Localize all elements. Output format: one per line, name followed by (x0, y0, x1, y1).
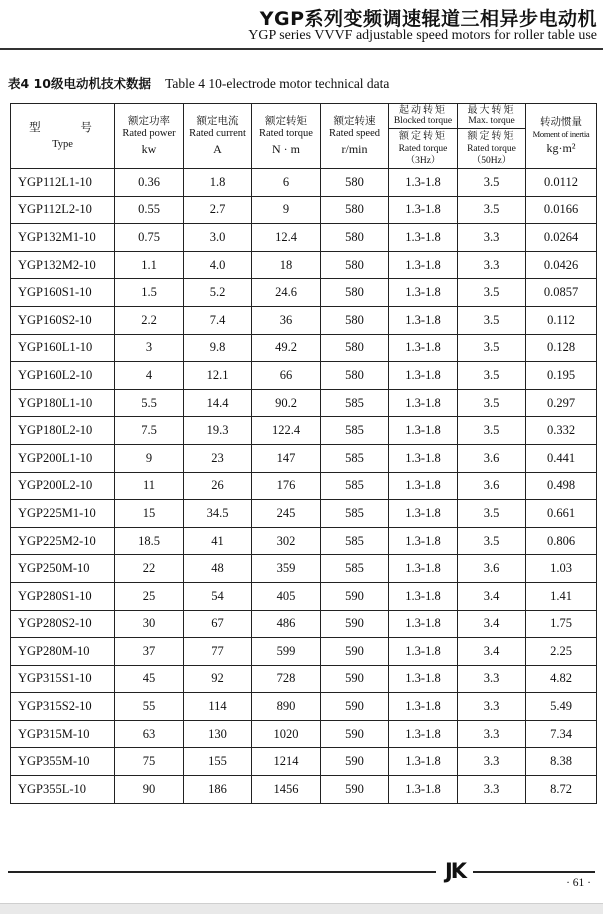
header-blocked-frequency: （3Hz） (405, 155, 441, 166)
footer-divider-left (8, 871, 436, 873)
cell-rated-speed: 590 (321, 720, 389, 748)
header-rated-torque-cn: 额定转矩 (265, 115, 307, 128)
cell-max-torque-ratio: 3.6 (458, 472, 526, 500)
cell-type: YGP200L1-10 (11, 444, 115, 472)
cell-rated-torque: 245 (252, 500, 321, 528)
cell-rated-current: 77 (184, 638, 252, 666)
page-header-title-en: YGP series VVVF adjustable speed motors for roller table use (248, 28, 597, 43)
cell-rated-power: 75 (115, 748, 184, 776)
cell-rated-torque: 728 (252, 665, 321, 693)
header-rated-current-unit: A (213, 142, 222, 157)
cell-blocked-torque-ratio: 1.3-1.8 (389, 224, 458, 252)
cell-rated-speed: 580 (321, 279, 389, 307)
cell-rated-power: 18.5 (115, 527, 184, 555)
cell-rated-current: 19.3 (184, 417, 252, 445)
cell-blocked-torque-ratio: 1.3-1.8 (389, 500, 458, 528)
cell-rated-power: 0.75 (115, 224, 184, 252)
table-caption (8, 74, 389, 92)
header-type-cn: 型 号 (29, 119, 110, 134)
table-row (11, 251, 597, 279)
cell-type: YGP250M-10 (11, 555, 115, 583)
cell-rated-speed: 580 (321, 362, 389, 390)
header-divider (0, 48, 603, 50)
cell-rated-current: 23 (184, 444, 252, 472)
cell-type: YGP180L2-10 (11, 417, 115, 445)
cell-blocked-torque-ratio: 1.3-1.8 (389, 610, 458, 638)
cell-type: YGP315M-10 (11, 720, 115, 748)
table-row (11, 196, 597, 224)
header-rated-power (115, 104, 184, 169)
cell-moment-of-inertia: 0.112 (526, 306, 597, 334)
cell-blocked-torque-ratio: 1.3-1.8 (389, 417, 458, 445)
cell-rated-torque: 359 (252, 555, 321, 583)
header-inertia-unit: kg·m² (546, 141, 576, 156)
table-body (11, 169, 597, 804)
table-row (11, 169, 597, 197)
cell-rated-power: 90 (115, 776, 184, 804)
cell-max-torque-ratio: 3.3 (458, 224, 526, 252)
cell-type: YGP280S2-10 (11, 610, 115, 638)
cell-max-torque-ratio: 3.5 (458, 500, 526, 528)
table-row (11, 693, 597, 721)
cell-rated-current: 9.8 (184, 334, 252, 362)
table-row (11, 362, 597, 390)
cell-blocked-torque-ratio: 1.3-1.8 (389, 334, 458, 362)
cell-rated-current: 41 (184, 527, 252, 555)
cell-type: YGP355M-10 (11, 748, 115, 776)
cell-max-torque-ratio: 3.5 (458, 169, 526, 197)
cell-type: YGP160L2-10 (11, 362, 115, 390)
cell-moment-of-inertia: 8.38 (526, 748, 597, 776)
cell-rated-power: 25 (115, 582, 184, 610)
table-row (11, 224, 597, 252)
cell-moment-of-inertia: 1.75 (526, 610, 597, 638)
cell-rated-power: 1.5 (115, 279, 184, 307)
header-max-rated-cn: 额定转矩 (467, 130, 516, 142)
table-row (11, 444, 597, 472)
cell-max-torque-ratio: 3.5 (458, 306, 526, 334)
cell-rated-speed: 590 (321, 582, 389, 610)
cell-moment-of-inertia: 0.128 (526, 334, 597, 362)
cell-rated-power: 45 (115, 665, 184, 693)
cell-type: YGP225M2-10 (11, 527, 115, 555)
cell-blocked-torque-ratio: 1.3-1.8 (389, 693, 458, 721)
cell-rated-torque: 599 (252, 638, 321, 666)
header-max-frequency: （50Hz） (471, 155, 512, 166)
table-row (11, 389, 597, 417)
cell-blocked-torque-ratio: 1.3-1.8 (389, 748, 458, 776)
cell-moment-of-inertia: 0.661 (526, 500, 597, 528)
cell-blocked-torque-ratio: 1.3-1.8 (389, 638, 458, 666)
cell-rated-current: 7.4 (184, 306, 252, 334)
table-header-row (11, 104, 597, 169)
cell-moment-of-inertia: 0.441 (526, 444, 597, 472)
cell-rated-power: 4 (115, 362, 184, 390)
cell-type: YGP112L1-10 (11, 169, 115, 197)
cell-rated-power: 0.55 (115, 196, 184, 224)
cell-rated-current: 114 (184, 693, 252, 721)
cell-max-torque-ratio: 3.5 (458, 196, 526, 224)
cell-max-torque-ratio: 3.6 (458, 555, 526, 583)
cell-blocked-torque-ratio: 1.3-1.8 (389, 196, 458, 224)
header-rated-current (184, 104, 252, 169)
table-row (11, 748, 597, 776)
cell-rated-speed: 585 (321, 444, 389, 472)
motor-data-table (10, 103, 597, 804)
header-inertia-cn: 转动惯量 (540, 116, 582, 129)
table-row (11, 334, 597, 362)
cell-max-torque-ratio: 3.5 (458, 417, 526, 445)
cell-rated-torque: 6 (252, 169, 321, 197)
table-row (11, 720, 597, 748)
header-blocked-torque-cn: 起动转矩 (399, 105, 447, 116)
page-bottom-band (0, 903, 603, 914)
cell-rated-speed: 590 (321, 776, 389, 804)
cell-rated-torque: 302 (252, 527, 321, 555)
cell-blocked-torque-ratio: 1.3-1.8 (389, 444, 458, 472)
cell-moment-of-inertia: 4.82 (526, 665, 597, 693)
footer-divider-right (473, 871, 595, 873)
header-rated-speed-cn: 额定转速 (333, 115, 376, 128)
cell-rated-power: 3 (115, 334, 184, 362)
table-row (11, 582, 597, 610)
cell-rated-current: 92 (184, 665, 252, 693)
cell-rated-power: 63 (115, 720, 184, 748)
table-caption-en: Table 4 10-electrode motor technical data (165, 76, 390, 91)
cell-rated-current: 34.5 (184, 500, 252, 528)
cell-rated-speed: 580 (321, 251, 389, 279)
header-type-en: Type (52, 138, 73, 150)
jk-logo: JK (444, 859, 466, 883)
cell-rated-speed: 590 (321, 693, 389, 721)
table-row (11, 279, 597, 307)
cell-moment-of-inertia: 8.72 (526, 776, 597, 804)
cell-max-torque-ratio: 3.5 (458, 362, 526, 390)
cell-rated-speed: 580 (321, 169, 389, 197)
cell-rated-power: 22 (115, 555, 184, 583)
page-number: · 61 · (566, 877, 591, 889)
cell-rated-power: 11 (115, 472, 184, 500)
cell-rated-torque: 405 (252, 582, 321, 610)
cell-type: YGP180L1-10 (11, 389, 115, 417)
cell-rated-torque: 90.2 (252, 389, 321, 417)
cell-max-torque-ratio: 3.4 (458, 610, 526, 638)
cell-moment-of-inertia: 0.0112 (526, 169, 597, 197)
cell-max-torque-ratio: 3.3 (458, 720, 526, 748)
cell-rated-speed: 585 (321, 472, 389, 500)
cell-rated-speed: 580 (321, 224, 389, 252)
cell-type: YGP200L2-10 (11, 472, 115, 500)
cell-moment-of-inertia: 0.332 (526, 417, 597, 445)
cell-moment-of-inertia: 7.34 (526, 720, 597, 748)
cell-type: YGP132M1-10 (11, 224, 115, 252)
cell-moment-of-inertia: 0.0426 (526, 251, 597, 279)
cell-rated-speed: 580 (321, 306, 389, 334)
cell-rated-speed: 590 (321, 610, 389, 638)
header-rated-speed (321, 104, 389, 169)
table-row (11, 306, 597, 334)
cell-rated-current: 130 (184, 720, 252, 748)
cell-blocked-torque-ratio: 1.3-1.8 (389, 251, 458, 279)
header-rated-power-unit: kw (141, 142, 157, 157)
header-moment-of-inertia (526, 104, 597, 169)
cell-type: YGP355L-10 (11, 776, 115, 804)
cell-rated-current: 4.0 (184, 251, 252, 279)
cell-rated-speed: 590 (321, 665, 389, 693)
table-row (11, 638, 597, 666)
cell-blocked-torque-ratio: 1.3-1.8 (389, 527, 458, 555)
header-max-torque-cn: 最大转矩 (467, 105, 516, 116)
cell-rated-power: 15 (115, 500, 184, 528)
cell-moment-of-inertia: 0.0857 (526, 279, 597, 307)
cell-rated-torque: 1456 (252, 776, 321, 804)
cell-rated-torque: 18 (252, 251, 321, 279)
cell-max-torque-ratio: 3.3 (458, 748, 526, 776)
cell-rated-speed: 585 (321, 527, 389, 555)
header-max-torque-en: Max. torque (468, 116, 515, 126)
cell-moment-of-inertia: 2.25 (526, 638, 597, 666)
cell-rated-torque: 66 (252, 362, 321, 390)
cell-rated-speed: 590 (321, 748, 389, 776)
cell-type: YGP132M2-10 (11, 251, 115, 279)
cell-rated-power: 0.36 (115, 169, 184, 197)
header-rated-torque (252, 104, 321, 169)
cell-rated-speed: 590 (321, 638, 389, 666)
cell-moment-of-inertia: 0.297 (526, 389, 597, 417)
table-row (11, 472, 597, 500)
cell-rated-current: 14.4 (184, 389, 252, 417)
cell-rated-current: 67 (184, 610, 252, 638)
header-rated-torque-unit: N · m (272, 142, 300, 157)
cell-rated-current: 12.1 (184, 362, 252, 390)
cell-max-torque-ratio: 3.5 (458, 527, 526, 555)
cell-blocked-torque-ratio: 1.3-1.8 (389, 472, 458, 500)
header-rated-current-cn: 额定电流 (196, 115, 239, 128)
cell-rated-current: 1.8 (184, 169, 252, 197)
cell-moment-of-inertia: 1.41 (526, 582, 597, 610)
cell-rated-torque: 176 (252, 472, 321, 500)
cell-blocked-torque-ratio: 1.3-1.8 (389, 389, 458, 417)
cell-type: YGP225M1-10 (11, 500, 115, 528)
table-row (11, 417, 597, 445)
header-blocked-torque-en: Blocked torque (393, 116, 453, 126)
cell-type: YGP160S1-10 (11, 279, 115, 307)
cell-rated-current: 3.0 (184, 224, 252, 252)
cell-rated-torque: 1020 (252, 720, 321, 748)
cell-rated-torque: 49.2 (252, 334, 321, 362)
cell-blocked-torque-ratio: 1.3-1.8 (389, 362, 458, 390)
cell-moment-of-inertia: 0.806 (526, 527, 597, 555)
header-blocked-torque-ratio (389, 104, 458, 169)
cell-blocked-torque-ratio: 1.3-1.8 (389, 169, 458, 197)
cell-max-torque-ratio: 3.3 (458, 665, 526, 693)
cell-rated-power: 30 (115, 610, 184, 638)
header-type (11, 104, 115, 169)
cell-max-torque-ratio: 3.6 (458, 444, 526, 472)
cell-rated-speed: 580 (321, 196, 389, 224)
cell-rated-current: 5.2 (184, 279, 252, 307)
table-row (11, 500, 597, 528)
cell-type: YGP280M-10 (11, 638, 115, 666)
cell-rated-power: 55 (115, 693, 184, 721)
cell-rated-power: 2.2 (115, 306, 184, 334)
table-row (11, 665, 597, 693)
header-inertia-en: Moment of inertia (532, 129, 590, 139)
header-rated-current-en: Rated current (189, 127, 246, 139)
header-rated-torque-en: Rated torque (259, 127, 313, 139)
header-blocked-rated-en: Rated torque (398, 143, 448, 154)
cell-type: YGP160S2-10 (11, 306, 115, 334)
cell-moment-of-inertia: 0.0166 (526, 196, 597, 224)
cell-blocked-torque-ratio: 1.3-1.8 (389, 776, 458, 804)
cell-rated-torque: 486 (252, 610, 321, 638)
cell-blocked-torque-ratio: 1.3-1.8 (389, 279, 458, 307)
cell-max-torque-ratio: 3.4 (458, 582, 526, 610)
cell-moment-of-inertia: 0.0264 (526, 224, 597, 252)
cell-rated-power: 37 (115, 638, 184, 666)
header-rated-power-en: Rated power (122, 127, 176, 139)
cell-rated-torque: 122.4 (252, 417, 321, 445)
cell-blocked-torque-ratio: 1.3-1.8 (389, 665, 458, 693)
cell-rated-torque: 1214 (252, 748, 321, 776)
cell-rated-speed: 585 (321, 500, 389, 528)
cell-rated-torque: 24.6 (252, 279, 321, 307)
cell-type: YGP160L1-10 (11, 334, 115, 362)
cell-rated-torque: 9 (252, 196, 321, 224)
cell-type: YGP112L2-10 (11, 196, 115, 224)
cell-blocked-torque-ratio: 1.3-1.8 (389, 306, 458, 334)
cell-rated-current: 186 (184, 776, 252, 804)
cell-moment-of-inertia: 0.498 (526, 472, 597, 500)
cell-moment-of-inertia: 1.03 (526, 555, 597, 583)
table-row (11, 527, 597, 555)
cell-rated-current: 2.7 (184, 196, 252, 224)
cell-rated-power: 7.5 (115, 417, 184, 445)
cell-max-torque-ratio: 3.3 (458, 693, 526, 721)
cell-type: YGP315S1-10 (11, 665, 115, 693)
cell-max-torque-ratio: 3.3 (458, 251, 526, 279)
cell-type: YGP280S1-10 (11, 582, 115, 610)
cell-rated-power: 5.5 (115, 389, 184, 417)
cell-rated-speed: 585 (321, 555, 389, 583)
header-max-rated-en: Rated torque (467, 143, 516, 154)
cell-rated-power: 9 (115, 444, 184, 472)
cell-max-torque-ratio: 3.5 (458, 279, 526, 307)
header-max-torque-ratio (458, 104, 526, 169)
cell-type: YGP315S2-10 (11, 693, 115, 721)
table-row (11, 555, 597, 583)
cell-rated-current: 26 (184, 472, 252, 500)
cell-moment-of-inertia: 5.49 (526, 693, 597, 721)
cell-max-torque-ratio: 3.3 (458, 776, 526, 804)
header-rated-power-cn: 额定功率 (128, 115, 170, 128)
header-blocked-rated-cn: 额定转矩 (399, 130, 447, 142)
cell-max-torque-ratio: 3.5 (458, 334, 526, 362)
header-rated-speed-unit: r/min (341, 142, 368, 157)
cell-rated-current: 54 (184, 582, 252, 610)
header-rated-speed-en: Rated speed (328, 127, 381, 139)
cell-blocked-torque-ratio: 1.3-1.8 (389, 582, 458, 610)
cell-max-torque-ratio: 3.5 (458, 389, 526, 417)
cell-max-torque-ratio: 3.4 (458, 638, 526, 666)
cell-rated-power: 1.1 (115, 251, 184, 279)
cell-rated-speed: 580 (321, 334, 389, 362)
cell-rated-torque: 36 (252, 306, 321, 334)
cell-rated-torque: 147 (252, 444, 321, 472)
cell-rated-current: 155 (184, 748, 252, 776)
cell-rated-speed: 585 (321, 389, 389, 417)
table-row (11, 776, 597, 804)
page-header-title-cn: YGP系列变频调速辊道三相异步电动机 (259, 8, 597, 30)
cell-blocked-torque-ratio: 1.3-1.8 (389, 720, 458, 748)
cell-rated-speed: 585 (321, 417, 389, 445)
cell-blocked-torque-ratio: 1.3-1.8 (389, 555, 458, 583)
cell-rated-current: 48 (184, 555, 252, 583)
table-row (11, 610, 597, 638)
cell-moment-of-inertia: 0.195 (526, 362, 597, 390)
cell-rated-torque: 12.4 (252, 224, 321, 252)
table-caption-cn: 表4 10级电动机技术数据 (8, 76, 151, 91)
cell-rated-torque: 890 (252, 693, 321, 721)
